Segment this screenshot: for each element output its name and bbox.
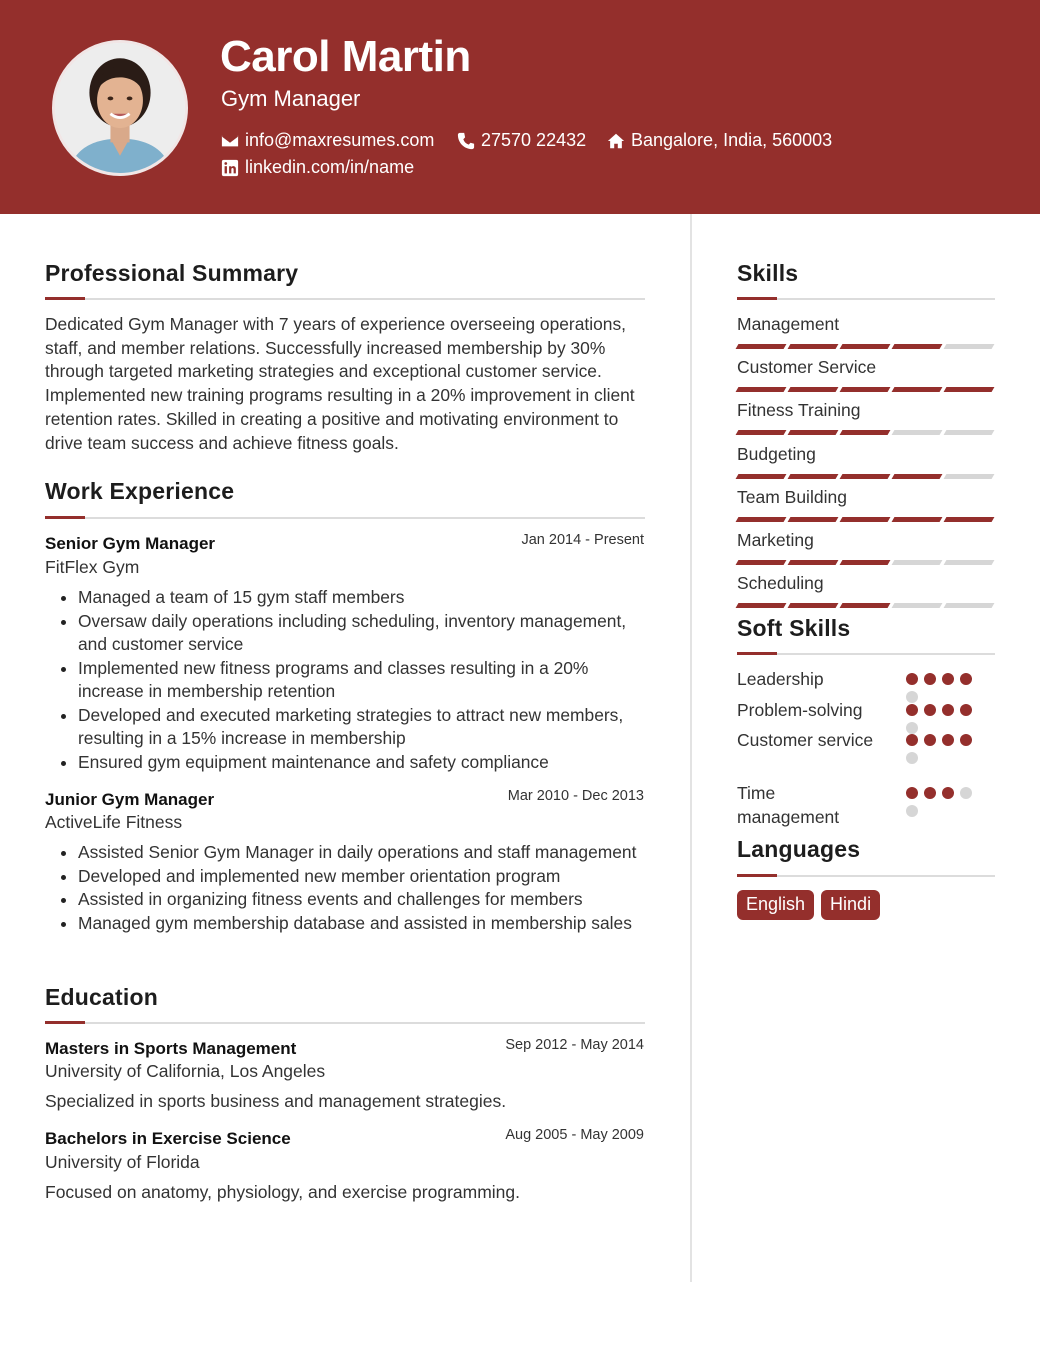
education-heading: Education bbox=[45, 984, 158, 1010]
degree-description: Focused on anatomy, physiology, and exercise programming. bbox=[45, 1182, 521, 1202]
skill-level-segment bbox=[788, 474, 839, 479]
skill-name: Scheduling bbox=[737, 573, 824, 594]
skill-level-segment bbox=[788, 560, 839, 565]
skill-level-segment bbox=[736, 344, 787, 349]
soft-skill-rating bbox=[906, 787, 986, 817]
rating-dot bbox=[924, 787, 936, 799]
rating-dot bbox=[942, 673, 954, 685]
list-item: Ensured gym equipment maintenance and safety compliance bbox=[78, 751, 650, 775]
skill-level-segment bbox=[892, 560, 943, 565]
skill-level-segment bbox=[736, 603, 787, 608]
soft-skill-name: Customer service bbox=[737, 730, 874, 750]
skill-name: Marketing bbox=[737, 530, 814, 550]
contact-email[interactable] bbox=[221, 130, 434, 151]
skill-level-segment bbox=[944, 344, 995, 349]
list-item: Developed and executed marketing strategies to attract new members, resulting in a 15% increase in membership bbox=[78, 704, 650, 751]
skill-level-segment bbox=[788, 430, 839, 435]
language-badge: Hindi bbox=[821, 890, 880, 920]
skills-heading: Skills bbox=[737, 260, 799, 286]
languages-list bbox=[737, 890, 880, 920]
skill-level-segment bbox=[840, 430, 891, 435]
job-date: Mar 2010 - Dec 2013 bbox=[507, 788, 644, 804]
rating-dot bbox=[906, 805, 918, 817]
degree-date: Aug 2005 - May 2009 bbox=[505, 1127, 644, 1143]
job-title: Senior Gym Manager bbox=[45, 534, 216, 553]
rating-dot bbox=[960, 787, 972, 799]
profile-photo bbox=[55, 43, 185, 173]
home-icon bbox=[607, 132, 625, 150]
rating-dot bbox=[960, 673, 972, 685]
school-name: University of California, Los Angeles bbox=[45, 1061, 326, 1081]
job-company: FitFlex Gym bbox=[45, 557, 140, 577]
language-badge: English bbox=[737, 890, 814, 920]
email-text: info@maxresumes.com bbox=[245, 130, 435, 150]
rating-dot bbox=[924, 704, 936, 716]
location-text: Bangalore, India, 560003 bbox=[631, 130, 833, 150]
skill-level-segment bbox=[892, 387, 943, 392]
experience-heading: Work Experience bbox=[45, 478, 235, 504]
rating-dot bbox=[924, 734, 936, 746]
list-item: Developed and implemented new member orientation program bbox=[78, 865, 650, 889]
degree-title: Bachelors in Exercise Science bbox=[45, 1129, 291, 1148]
phone-icon bbox=[457, 132, 475, 150]
skill-name: Budgeting bbox=[737, 443, 816, 464]
skill-name: Fitness Training bbox=[737, 400, 861, 421]
rating-dot bbox=[942, 787, 954, 799]
skill-level-segment bbox=[892, 517, 943, 522]
rating-dot bbox=[960, 734, 972, 746]
job-date: Jan 2014 - Present bbox=[521, 532, 644, 548]
degree-title: Masters in Sports Management bbox=[45, 1039, 297, 1058]
rating-dot bbox=[924, 673, 936, 685]
rating-dot bbox=[960, 704, 972, 716]
skill-level-segment bbox=[788, 517, 839, 522]
skill-level-segment bbox=[840, 560, 891, 565]
skill-level-segment bbox=[840, 517, 891, 522]
column-divider bbox=[690, 214, 692, 1282]
avatar bbox=[52, 40, 188, 176]
languages-heading: Languages bbox=[737, 836, 861, 862]
candidate-name: Carol Martin bbox=[220, 32, 471, 81]
soft-skills-heading: Soft Skills bbox=[737, 615, 851, 641]
summary-text: Dedicated Gym Manager with 7 years of experience overseeing operations, staff, and member relations. Successfully increased membership by 30% through targeted marketing strategies and exceptional customer service. Implemented new training programs resulting in a 20% improvement in client retention rates. Skilled in creating a positive and motivating environment to drive team success and achieve fitness goals. bbox=[45, 314, 635, 453]
languages-rule bbox=[737, 875, 995, 877]
rating-dot bbox=[906, 722, 918, 734]
job-bullets bbox=[78, 841, 650, 935]
skill-level-bar bbox=[737, 387, 993, 393]
skill-level-bar bbox=[737, 517, 993, 523]
skill-level-bar bbox=[737, 430, 993, 436]
list-item: Implemented new fitness programs and classes resulting in a 20% increase in membership retention bbox=[78, 657, 650, 704]
skill-level-segment bbox=[736, 387, 787, 392]
list-item: Managed gym membership database and assisted in membership sales bbox=[78, 912, 650, 936]
degree-date: Sep 2012 - May 2014 bbox=[505, 1037, 644, 1053]
degree-description: Specialized in sports business and management strategies. bbox=[45, 1091, 507, 1111]
rating-dot bbox=[906, 787, 918, 799]
contact-location bbox=[607, 130, 832, 151]
rating-dot bbox=[942, 704, 954, 716]
skill-level-segment bbox=[788, 387, 839, 392]
skill-level-segment bbox=[788, 344, 839, 349]
rating-dot bbox=[906, 752, 918, 764]
skill-level-segment bbox=[788, 603, 839, 608]
rating-dot bbox=[906, 734, 918, 746]
skill-level-segment bbox=[944, 517, 995, 522]
linkedin-icon bbox=[221, 159, 239, 177]
skill-level-segment bbox=[944, 387, 995, 392]
skill-name: Management bbox=[737, 314, 840, 334]
skill-level-segment bbox=[840, 387, 891, 392]
soft-skills-rule bbox=[737, 653, 995, 655]
skill-level-segment bbox=[944, 430, 995, 435]
soft-skill-name: Time management bbox=[737, 783, 840, 827]
phone-text: 27570 22432 bbox=[481, 130, 587, 150]
skill-level-segment bbox=[736, 430, 787, 435]
rating-dot bbox=[906, 673, 918, 685]
skill-level-segment bbox=[892, 474, 943, 479]
skill-level-segment bbox=[736, 560, 787, 565]
rating-dot bbox=[906, 704, 918, 716]
skill-level-segment bbox=[736, 517, 787, 522]
job-title: Junior Gym Manager bbox=[45, 790, 215, 809]
summary-rule bbox=[45, 298, 645, 300]
skill-level-bar bbox=[737, 560, 993, 566]
contact-phone[interactable] bbox=[457, 130, 586, 151]
skill-level-segment bbox=[944, 560, 995, 565]
skill-name: Team Building bbox=[737, 486, 847, 507]
skill-level-segment bbox=[840, 474, 891, 479]
candidate-title: Gym Manager bbox=[221, 86, 361, 111]
skill-level-bar bbox=[737, 603, 993, 609]
list-item: Assisted in organizing fitness events and challenges for members bbox=[78, 888, 650, 912]
contact-linkedin[interactable] bbox=[221, 157, 414, 178]
skill-level-segment bbox=[944, 603, 995, 608]
soft-skill-rating bbox=[906, 734, 986, 764]
soft-skill-rating bbox=[906, 704, 986, 734]
skill-level-bar bbox=[737, 344, 993, 350]
experience-rule bbox=[45, 517, 645, 519]
job-company: ActiveLife Fitness bbox=[45, 812, 183, 832]
skill-level-segment bbox=[736, 474, 787, 479]
skill-level-segment bbox=[840, 344, 891, 349]
summary-heading: Professional Summary bbox=[45, 260, 299, 286]
list-item: Oversaw daily operations including scheduling, inventory management, and customer service bbox=[78, 610, 650, 657]
soft-skill-name: Leadership bbox=[737, 669, 824, 689]
skill-level-segment bbox=[840, 603, 891, 608]
rating-dot bbox=[942, 734, 954, 746]
list-item: Assisted Senior Gym Manager in daily operations and staff management bbox=[78, 841, 650, 865]
skill-level-segment bbox=[892, 430, 943, 435]
skill-level-segment bbox=[892, 344, 943, 349]
soft-skill-rating bbox=[906, 673, 986, 703]
linkedin-text: linkedin.com/in/name bbox=[245, 157, 415, 177]
list-item: Managed a team of 15 gym staff members bbox=[78, 586, 650, 610]
skill-name: Customer Service bbox=[737, 357, 877, 378]
skill-level-bar bbox=[737, 474, 993, 480]
skills-rule bbox=[737, 298, 995, 300]
skill-level-segment bbox=[944, 474, 995, 479]
envelope-icon bbox=[221, 132, 239, 150]
skill-level-segment bbox=[892, 603, 943, 608]
school-name: University of Florida bbox=[45, 1152, 200, 1172]
resume-header bbox=[0, 0, 1040, 214]
rating-dot bbox=[906, 691, 918, 703]
job-bullets bbox=[78, 586, 650, 774]
soft-skill-name: Problem-solving bbox=[737, 700, 863, 720]
education-rule bbox=[45, 1022, 645, 1024]
